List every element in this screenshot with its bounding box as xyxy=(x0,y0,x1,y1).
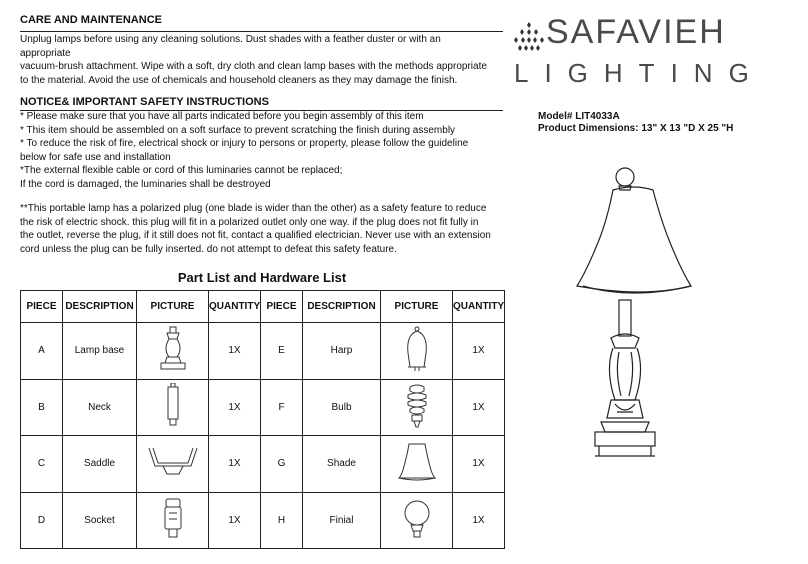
description-cell: Bulb xyxy=(303,379,381,436)
safety-line: If the cord is damaged, the luminaries shall be destroyed xyxy=(20,178,271,190)
header-piece: PIECE xyxy=(21,291,63,323)
quantity-cell: 1X xyxy=(209,492,261,549)
picture-cell xyxy=(381,492,453,549)
piece-cell: D xyxy=(21,492,63,549)
description-cell: Neck xyxy=(63,379,137,436)
shade-icon xyxy=(397,440,437,484)
quantity-cell: 1X xyxy=(453,379,505,436)
plug-line: the outlet, reverse the plug, if it still does not fit, contact a qualified electrician. Never use with an extension xyxy=(20,230,491,242)
safety-line: below for safe use and installation xyxy=(20,151,171,163)
quantity-cell: 1X xyxy=(209,379,261,436)
table-row xyxy=(21,436,505,493)
picture-cell xyxy=(137,436,209,493)
safety-text xyxy=(20,110,505,192)
product-dimensions: Product Dimensions: 13" X 13 "D X 25 "H xyxy=(538,123,734,134)
piece-cell: A xyxy=(21,323,63,380)
brand-sub: LIGHTING xyxy=(514,58,765,88)
care-line: appropriate xyxy=(20,47,71,59)
description-cell: Saddle xyxy=(63,436,137,493)
safety-line: * To reduce the risk of fire, electrical shock or injury to persons or property, please follow the guideline xyxy=(20,138,469,150)
picture-cell xyxy=(381,323,453,380)
description-cell: Shade xyxy=(303,436,381,493)
header-quantity: QUANTITY xyxy=(209,291,261,323)
care-line: vacuum-brush attachment. Wipe with a soft, dry cloth and clean lamp bases with the methods appropriate xyxy=(20,61,487,73)
picture-cell xyxy=(137,492,209,549)
plug-line: **This portable lamp has a polarized plug (one blade is wider than the other) as a safety feature to reduce xyxy=(20,203,487,214)
bulb-icon xyxy=(402,383,432,429)
header-piece: PIECE xyxy=(261,291,303,323)
piece-cell: G xyxy=(261,436,303,493)
plug-line: cord unless the plug can be fully inserted. do not attempt to defeat this safety feature. xyxy=(20,243,397,255)
care-line: Unplug lamps before using any cleaning solutions. Dust shades with a feather duster or with an xyxy=(20,34,441,45)
plug-notice xyxy=(20,202,505,256)
quantity-cell: 1X xyxy=(209,323,261,380)
picture-cell xyxy=(137,379,209,436)
parts-header-row xyxy=(21,291,505,323)
socket-icon xyxy=(161,497,185,541)
parts-title: Part List and Hardware List xyxy=(177,270,347,285)
piece-cell: F xyxy=(261,379,303,436)
header-picture: PICTURE xyxy=(381,291,453,323)
description-cell: Harp xyxy=(303,323,381,380)
picture-cell xyxy=(381,379,453,436)
table-row xyxy=(21,492,505,549)
care-heading: CARE AND MAINTENANCE xyxy=(20,14,162,26)
piece-cell: H xyxy=(261,492,303,549)
care-divider xyxy=(20,31,503,32)
picture-cell xyxy=(381,436,453,493)
safety-line: * This item should be assembled on a soft surface to prevent scratching the finish during assembly xyxy=(20,124,456,136)
piece-cell: E xyxy=(261,323,303,380)
plug-line: the risk of electric shock. this plug will fit in a polarized outlet only one way. if the plug does not fit fully in xyxy=(20,216,479,228)
header-description: DESCRIPTION xyxy=(63,291,137,323)
picture-cell xyxy=(137,323,209,380)
product-model: Model# LIT4033A xyxy=(538,111,620,122)
saddle-icon xyxy=(145,442,201,482)
harp-icon xyxy=(402,325,432,373)
quantity-cell: 1X xyxy=(209,436,261,493)
table-row xyxy=(21,323,505,380)
header-picture: PICTURE xyxy=(137,291,209,323)
quantity-cell: 1X xyxy=(453,323,505,380)
description-cell: Lamp base xyxy=(63,323,137,380)
header-quantity: QUANTITY xyxy=(453,291,505,323)
quantity-cell: 1X xyxy=(453,436,505,493)
parts-table xyxy=(20,290,505,549)
safety-line: *The external flexible cable or cord of this luminaries cannot be replaced; xyxy=(20,165,343,177)
lamp-illustration xyxy=(575,160,735,490)
table-row xyxy=(21,379,505,436)
lamp-base-icon xyxy=(155,325,191,373)
finial-icon xyxy=(401,497,433,541)
brand-name: SAFAVIEH xyxy=(546,13,726,51)
piece-cell: B xyxy=(21,379,63,436)
neck-icon xyxy=(163,383,183,429)
quantity-cell: 1X xyxy=(453,492,505,549)
care-text xyxy=(20,33,505,87)
safety-heading: NOTICE& IMPORTANT SAFETY INSTRUCTIONS xyxy=(20,96,269,108)
description-cell: Finial xyxy=(303,492,381,549)
description-cell: Socket xyxy=(63,492,137,549)
header-description: DESCRIPTION xyxy=(303,291,381,323)
chandelier-logo-icon xyxy=(512,20,546,54)
care-line: to the material. Avoid the use of chemicals and household cleaners as they may damage the finish. xyxy=(20,74,458,86)
piece-cell: C xyxy=(21,436,63,493)
safety-line: * Please make sure that you have all parts indicated before you begin assembly of this item xyxy=(20,111,424,122)
